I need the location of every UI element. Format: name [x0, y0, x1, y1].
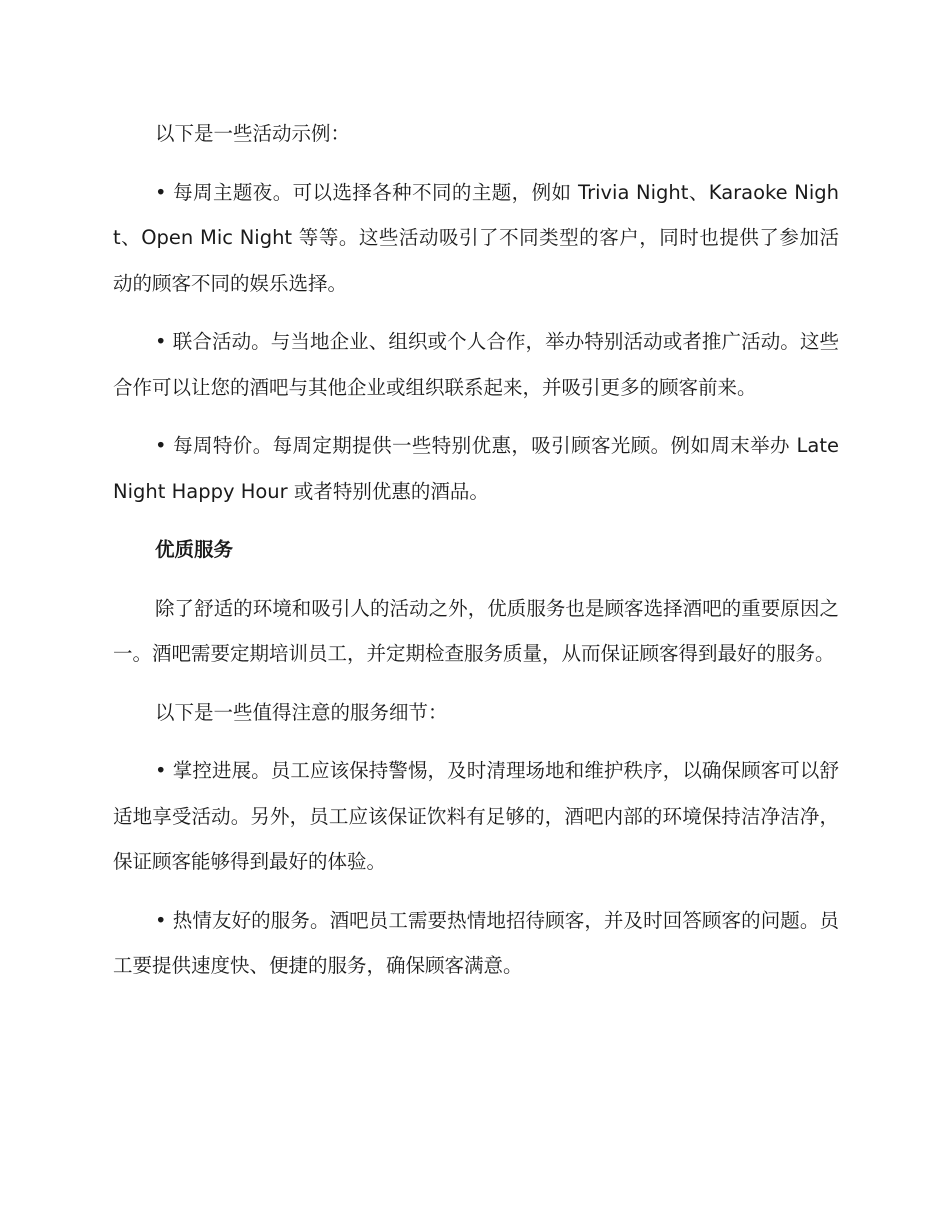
section-heading-quality-service: 优质服务: [155, 538, 234, 561]
bullet-control-progress: • 掌控进展。员工应该保持警惕，及时清理场地和维护秩序，以确保顾客可以舒适地享受活动。另外，员工应该保证饮料有足够的，酒吧内部的环境保持洁净洁净，保证顾客能够得到最好的体验。: [113, 759, 839, 873]
paragraph-intro-activities: 以下是一些活动示例：: [155, 122, 351, 145]
bullet-weekly-specials: • 每周特价。每周定期提供一些特别优惠，吸引顾客光顾。例如周末举办 Late Night Happy Hour 或者特别优惠的酒品。: [113, 434, 839, 503]
paragraph-intro-service-details: 以下是一些值得注意的服务细节：: [155, 700, 448, 724]
bullet-weekly-theme-night: • 每周主题夜。可以选择各种不同的主题，例如 Trivia Night、Karaoke Night、Open Mic Night 等等。这些活动吸引了不同类型的客户，同时也提供了参加活动的顾客不同的娱乐选择。: [113, 180, 839, 295]
document-body: [113, 111, 839, 1002]
paragraph-quality-service: 除了舒适的环境和吸引人的活动之外，优质服务也是顾客选择酒吧的重要原因之一。酒吧需要定期培训员工，并定期检查服务质量，从而保证顾客得到最好的服务。: [113, 596, 839, 665]
bullet-joint-events: • 联合活动。与当地企业、组织或个人合作，举办特别活动或者推广活动。这些合作可以让您的酒吧与其他企业或组织联系起来，并吸引更多的顾客前来。: [113, 330, 839, 399]
bullet-friendly-service: • 热情友好的服务。酒吧员工需要热情地招待顾客，并及时回答顾客的问题。员工要提供速度快、便捷的服务，确保顾客满意。: [113, 908, 839, 977]
